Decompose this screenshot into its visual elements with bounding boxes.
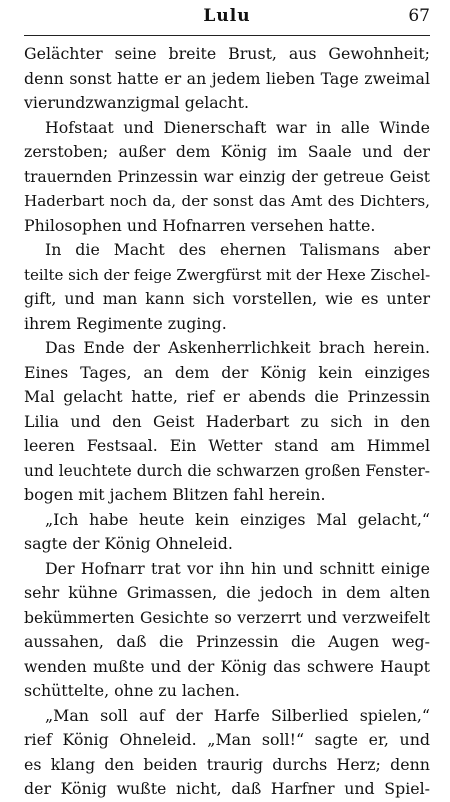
text-line: denn sonst hatte er an jedem lieben Tage zweimal [24,68,430,88]
page-header [24,6,430,36]
text-line: wenden mußte und der König das schwere Haupt [24,656,430,676]
text-line: In die Macht des ehernen Talismans aber [45,240,430,259]
text-line: leeren Festsaal. Ein Wetter stand am Himmel [24,436,430,455]
text-line: Mal gelacht hatte, rief er abends die Prinzessin [24,387,430,406]
text-line: Hofstaat und Dienerschaft war in alle Winde [45,117,430,137]
text-line: bekümmerten Gesichte so verzerrt und verzweifelt [24,608,430,627]
text-line: rief König Ohneleid. „Man soll!“ sagte er, und [24,730,430,749]
text-line: der König wußte nicht, daß Harfner und Spiel- [24,779,430,798]
body-text [24,42,430,802]
text-line: Lilia und den Geist Haderbart zu sich in den [24,411,430,431]
text-line: Eines Tages, an dem der König kein einziges [24,362,430,382]
text-line: schüttelte, ohne zu lachen. [24,681,240,700]
text-line: bogen mit jachem Blitzen fahl herein. [24,485,326,504]
header-rule [24,35,430,36]
text-line: ihrem Regimente zuging. [24,313,227,333]
text-line: Der Hofnarr trat vor ihn hin und schnitt einige [45,558,430,578]
text-line: zerstoben; außer dem König im Saale und der [24,142,430,161]
text-line: sehr kühne Grimassen, die jedoch in dem alten [24,583,430,602]
text-line: sagte der König Ohneleid. [24,534,233,553]
text-line: und leuchtete durch die schwarzen großen Fenster- [24,461,430,480]
text-line: „Man soll auf der Harfe Silberlied spielen,“ [45,705,430,725]
text-line: Haderbart noch da, der sonst das Amt des Dichters, [24,192,430,210]
text-line: teilte sich der feige Zwergfürst mit der Hexe Zischel- [24,265,431,284]
text-line: gift, und man kann sich vorstellen, wie es unter [24,289,430,308]
text-line: es klang den beiden traurig durchs Herz; denn [24,754,430,774]
text-line: trauernden Prinzessin war einzig der getreue Geist [24,167,430,186]
text-line: Das Ende der Askenherrlichkeit brach herein. [45,338,430,357]
text-line: Gelächter seine breite Brust, aus Gewohnheit; [24,44,430,63]
text-line: aussahen, daß die Prinzessin die Augen weg- [24,632,430,651]
text-line: vierundzwanzigmal gelacht. [24,93,250,112]
running-title: Lulu [203,6,251,26]
text-line: „Ich habe heute kein einziges Mal gelacht,“ [45,509,430,529]
text-line: Philosophen und Hofnarren versehen hatte. [24,215,376,235]
page-number: 67 [408,6,430,26]
